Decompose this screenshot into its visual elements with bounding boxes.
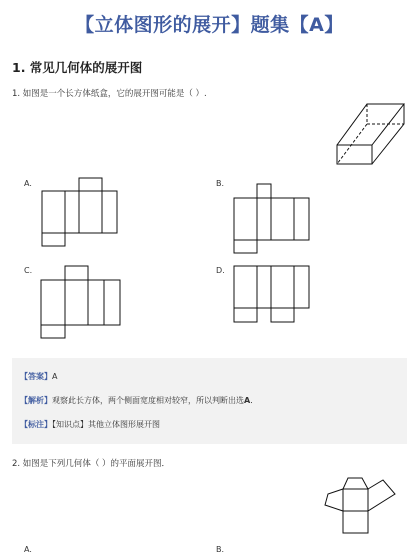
option-d-label[interactable]: D. <box>216 266 225 275</box>
note-line <box>20 419 160 430</box>
analysis-text: 观察此长方体，两个侧面宽度相对较窄，所以判断出选 <box>52 396 244 405</box>
cuboid-right-edges <box>372 104 404 164</box>
answer-line <box>20 371 57 382</box>
analysis-tag: 【解析】 <box>20 396 52 405</box>
option-c-label[interactable]: C. <box>24 266 33 275</box>
note-text: 【知识点】其他立体图形展开图 <box>52 420 160 429</box>
cuboid-figure <box>334 100 408 168</box>
option-a-net[interactable] <box>41 177 121 249</box>
analysis-choice: A <box>244 396 251 405</box>
q2-option-a-label[interactable]: A. <box>24 545 32 554</box>
net-right-face <box>368 480 395 511</box>
option-a-label[interactable]: A. <box>24 179 32 188</box>
cuboid-hidden-edge <box>337 124 367 164</box>
question-1-text: 1. 如图是一个长方体纸盒，它的展开图可能是（ ）. <box>12 89 207 99</box>
answer-tag: 【答案】 <box>20 372 52 381</box>
question-2-text: 2. 如图是下列几何体（ ）的平面展开图． <box>12 459 171 469</box>
net-left-face <box>325 489 343 511</box>
page-title: 【立体图形的展开】题集【A】 <box>75 14 344 36</box>
answer-value: A <box>52 372 58 381</box>
q2-option-b-label[interactable]: B. <box>216 545 225 554</box>
cuboid-front-face <box>337 145 372 164</box>
net-top-face <box>343 478 368 489</box>
section-title: 1. 常见几何体的展开图 <box>12 60 143 75</box>
analysis-end: ． <box>250 396 259 405</box>
analysis-line <box>20 395 258 406</box>
net-bottom-face <box>343 511 368 533</box>
option-c-net[interactable] <box>40 265 124 341</box>
option-b-label[interactable]: B. <box>216 179 225 188</box>
option-b-net[interactable] <box>233 183 313 257</box>
net-base-square <box>343 489 368 511</box>
note-tag: 【标注】 <box>20 420 52 429</box>
option-d-net[interactable] <box>233 265 313 327</box>
pyramid-net-figure <box>322 474 398 540</box>
